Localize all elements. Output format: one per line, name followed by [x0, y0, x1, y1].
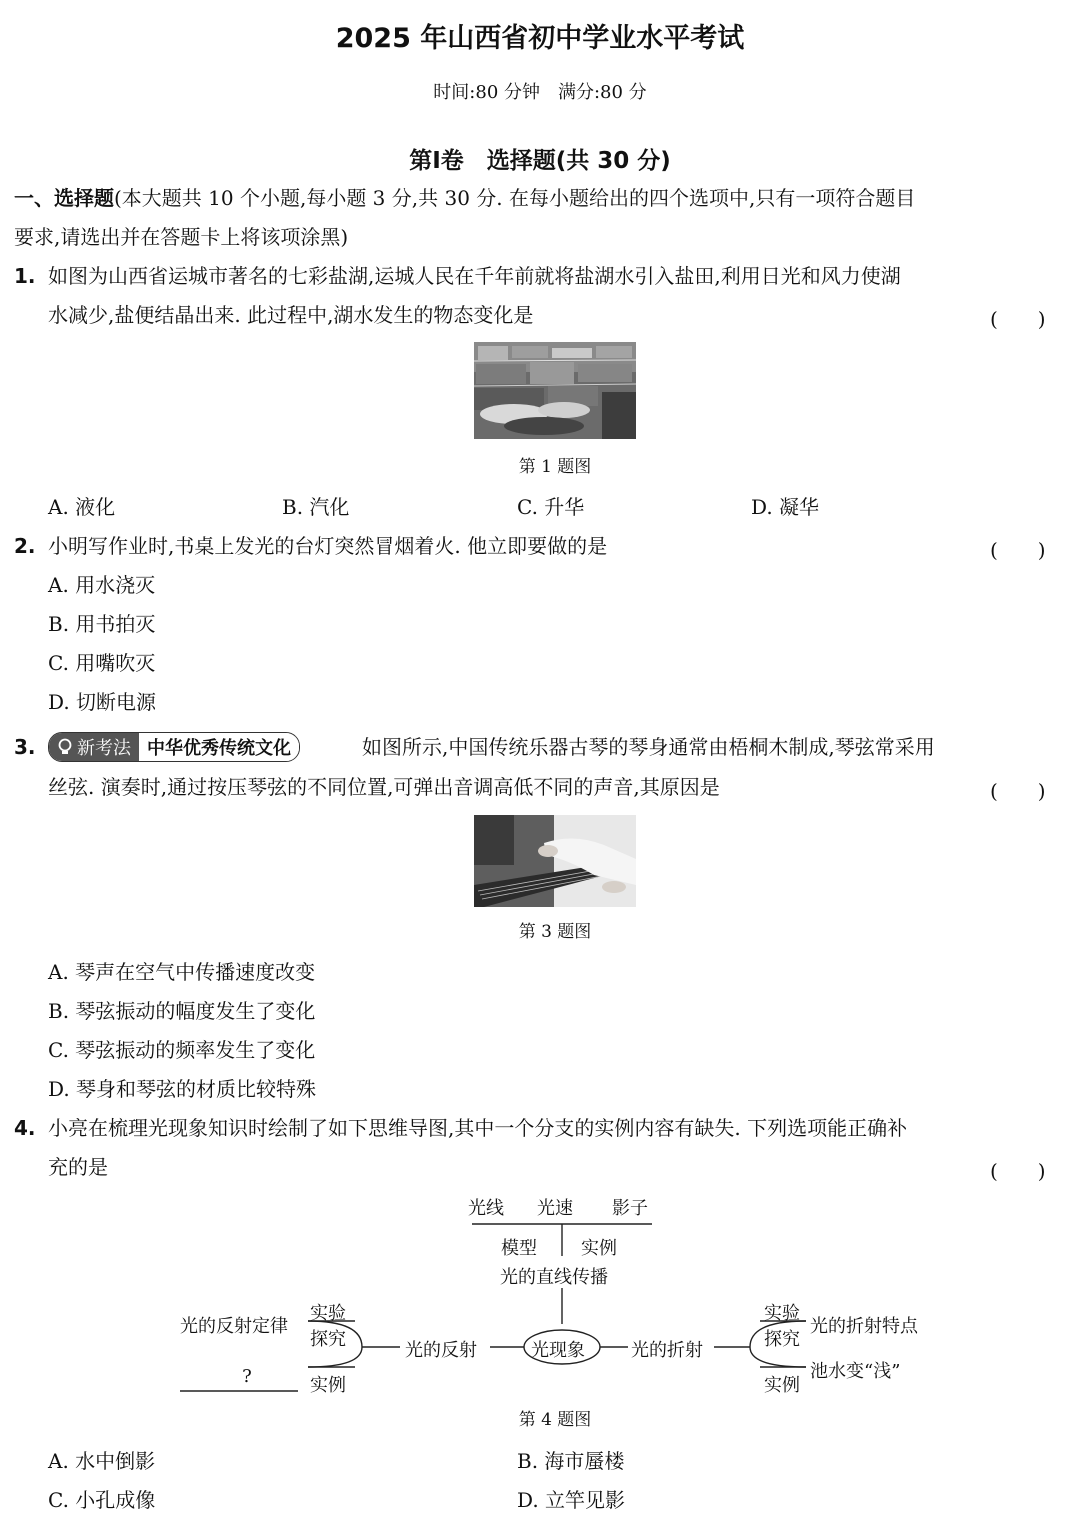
q2-option-d[interactable]: D. 切断电源: [48, 690, 157, 714]
q1-option-c[interactable]: C. 升华: [517, 495, 585, 519]
q2-answer-paren: ( ): [990, 538, 1046, 562]
q1-option-b[interactable]: B. 汽化: [282, 495, 350, 519]
instructions-line2: 要求,请选出并在答题卡上将该项涂黑): [14, 225, 349, 249]
mindmap-pool-shallow: 池水变“浅”: [810, 1361, 901, 1382]
lightbulb-icon: [57, 738, 73, 756]
q1-caption: 第 1 题图: [518, 457, 592, 477]
instructions-label: 一、选择题: [14, 186, 114, 210]
q3-tag-left: [49, 733, 139, 761]
mindmap-refraction-feature: 光的折射特点: [810, 1316, 918, 1337]
q3-caption: 第 3 题图: [518, 922, 592, 942]
q2-option-c[interactable]: C. 用嘴吹灭: [48, 651, 156, 675]
q4-option-a[interactable]: A. 水中倒影: [48, 1449, 156, 1473]
mindmap-missing-example: ?: [242, 1366, 252, 1387]
q1-option-a[interactable]: A. 液化: [48, 495, 116, 519]
q3-number: 3.: [14, 735, 36, 759]
q4-caption: 第 4 题图: [518, 1410, 592, 1430]
q4-mindmap: [0, 1190, 1080, 1400]
q3-answer-paren: ( ): [990, 779, 1046, 803]
q2-stem: 小明写作业时,书桌上发光的台灯突然冒烟着火. 他立即要做的是: [48, 534, 608, 558]
instructions-text: (本大题共 10 个小题,每小题 3 分,共 30 分. 在每小题给出的四个选项中,只有一项符合题目: [114, 186, 916, 210]
q1-stem-line1: 如图为山西省运城市著名的七彩盐湖,运城人民在千年前就将盐湖水引入盐田,利用日光和风力使湖: [48, 264, 901, 288]
q3-stem-line2: 丝弦. 演奏时,通过按压琴弦的不同位置,可弹出音调高低不同的声音,其原因是: [48, 775, 720, 799]
mindmap-right-exp-2: 探究: [764, 1329, 800, 1350]
mindmap-left-exp-2: 探究: [310, 1329, 346, 1350]
q1-stem-line2: 水减少,盐便结晶出来. 此过程中,湖水发生的物态变化是: [48, 303, 534, 327]
mindmap-top-item-3: 影子: [612, 1198, 648, 1219]
q2-number: 2.: [14, 534, 36, 558]
q3-option-d[interactable]: D. 琴身和琴弦的材质比较特殊: [48, 1077, 317, 1101]
q3-tag-badge: [48, 732, 300, 762]
instructions-line1: [14, 186, 915, 210]
mindmap-reflection: 光的反射: [405, 1340, 477, 1361]
q2-option-a[interactable]: A. 用水浇灭: [48, 573, 156, 597]
mindmap-left-exp-1: 实验: [310, 1303, 346, 1324]
mindmap-refraction: 光的折射: [631, 1340, 703, 1361]
q3-tag-left-label: 新考法: [77, 738, 131, 759]
q4-answer-paren: ( ): [990, 1159, 1046, 1183]
q4-option-c[interactable]: C. 小孔成像: [48, 1488, 156, 1512]
q4-stem-line1: 小亮在梳理光现象知识时绘制了如下思维导图,其中一个分支的实例内容有缺失. 下列选项能正确补: [48, 1116, 908, 1140]
q4-number: 4.: [14, 1116, 36, 1140]
mindmap-right-exp-1: 实验: [764, 1303, 800, 1324]
mindmap-top-item-2: 光速: [537, 1198, 573, 1219]
q1-answer-paren: ( ): [990, 307, 1046, 331]
q3-option-a[interactable]: A. 琴声在空气中传播速度改变: [48, 960, 316, 984]
q3-stem-line1: 如图所示,中国传统乐器古琴的琴身通常由梧桐木制成,琴弦常采用: [362, 735, 935, 759]
section-title: 第Ⅰ卷 选择题(共 30 分): [409, 148, 671, 174]
q1-number: 1.: [14, 264, 36, 288]
mindmap-reflection-law: 光的反射定律: [180, 1316, 288, 1337]
exam-title: 2025 年山西省初中学业水平考试: [335, 23, 745, 54]
q4-option-b[interactable]: B. 海市蜃楼: [517, 1449, 625, 1473]
q3-tag-right: 中华优秀传统文化: [139, 733, 299, 761]
exam-meta: 时间:80 分钟 满分:80 分: [433, 82, 647, 103]
q2-option-b[interactable]: B. 用书拍灭: [48, 612, 156, 636]
mindmap-label-model: 模型: [501, 1238, 537, 1259]
q3-option-c[interactable]: C. 琴弦振动的频率发生了变化: [48, 1038, 316, 1062]
mindmap-top-item-1: 光线: [468, 1198, 504, 1219]
q4-option-d[interactable]: D. 立竿见影: [517, 1488, 626, 1512]
q4-stem-line2: 充的是: [48, 1155, 108, 1179]
q3-option-b[interactable]: B. 琴弦振动的幅度发生了变化: [48, 999, 316, 1023]
mindmap-left-example: 实例: [310, 1375, 346, 1396]
mindmap-straight-propagation: 光的直线传播: [500, 1267, 608, 1288]
q1-option-d[interactable]: D. 凝华: [751, 495, 820, 519]
q3-guqin-photo: [474, 815, 636, 907]
mindmap-right-example: 实例: [764, 1375, 800, 1396]
mindmap-center: 光现象: [531, 1340, 585, 1361]
q1-saltlake-photo: [474, 342, 636, 439]
mindmap-label-example: 实例: [581, 1238, 617, 1259]
